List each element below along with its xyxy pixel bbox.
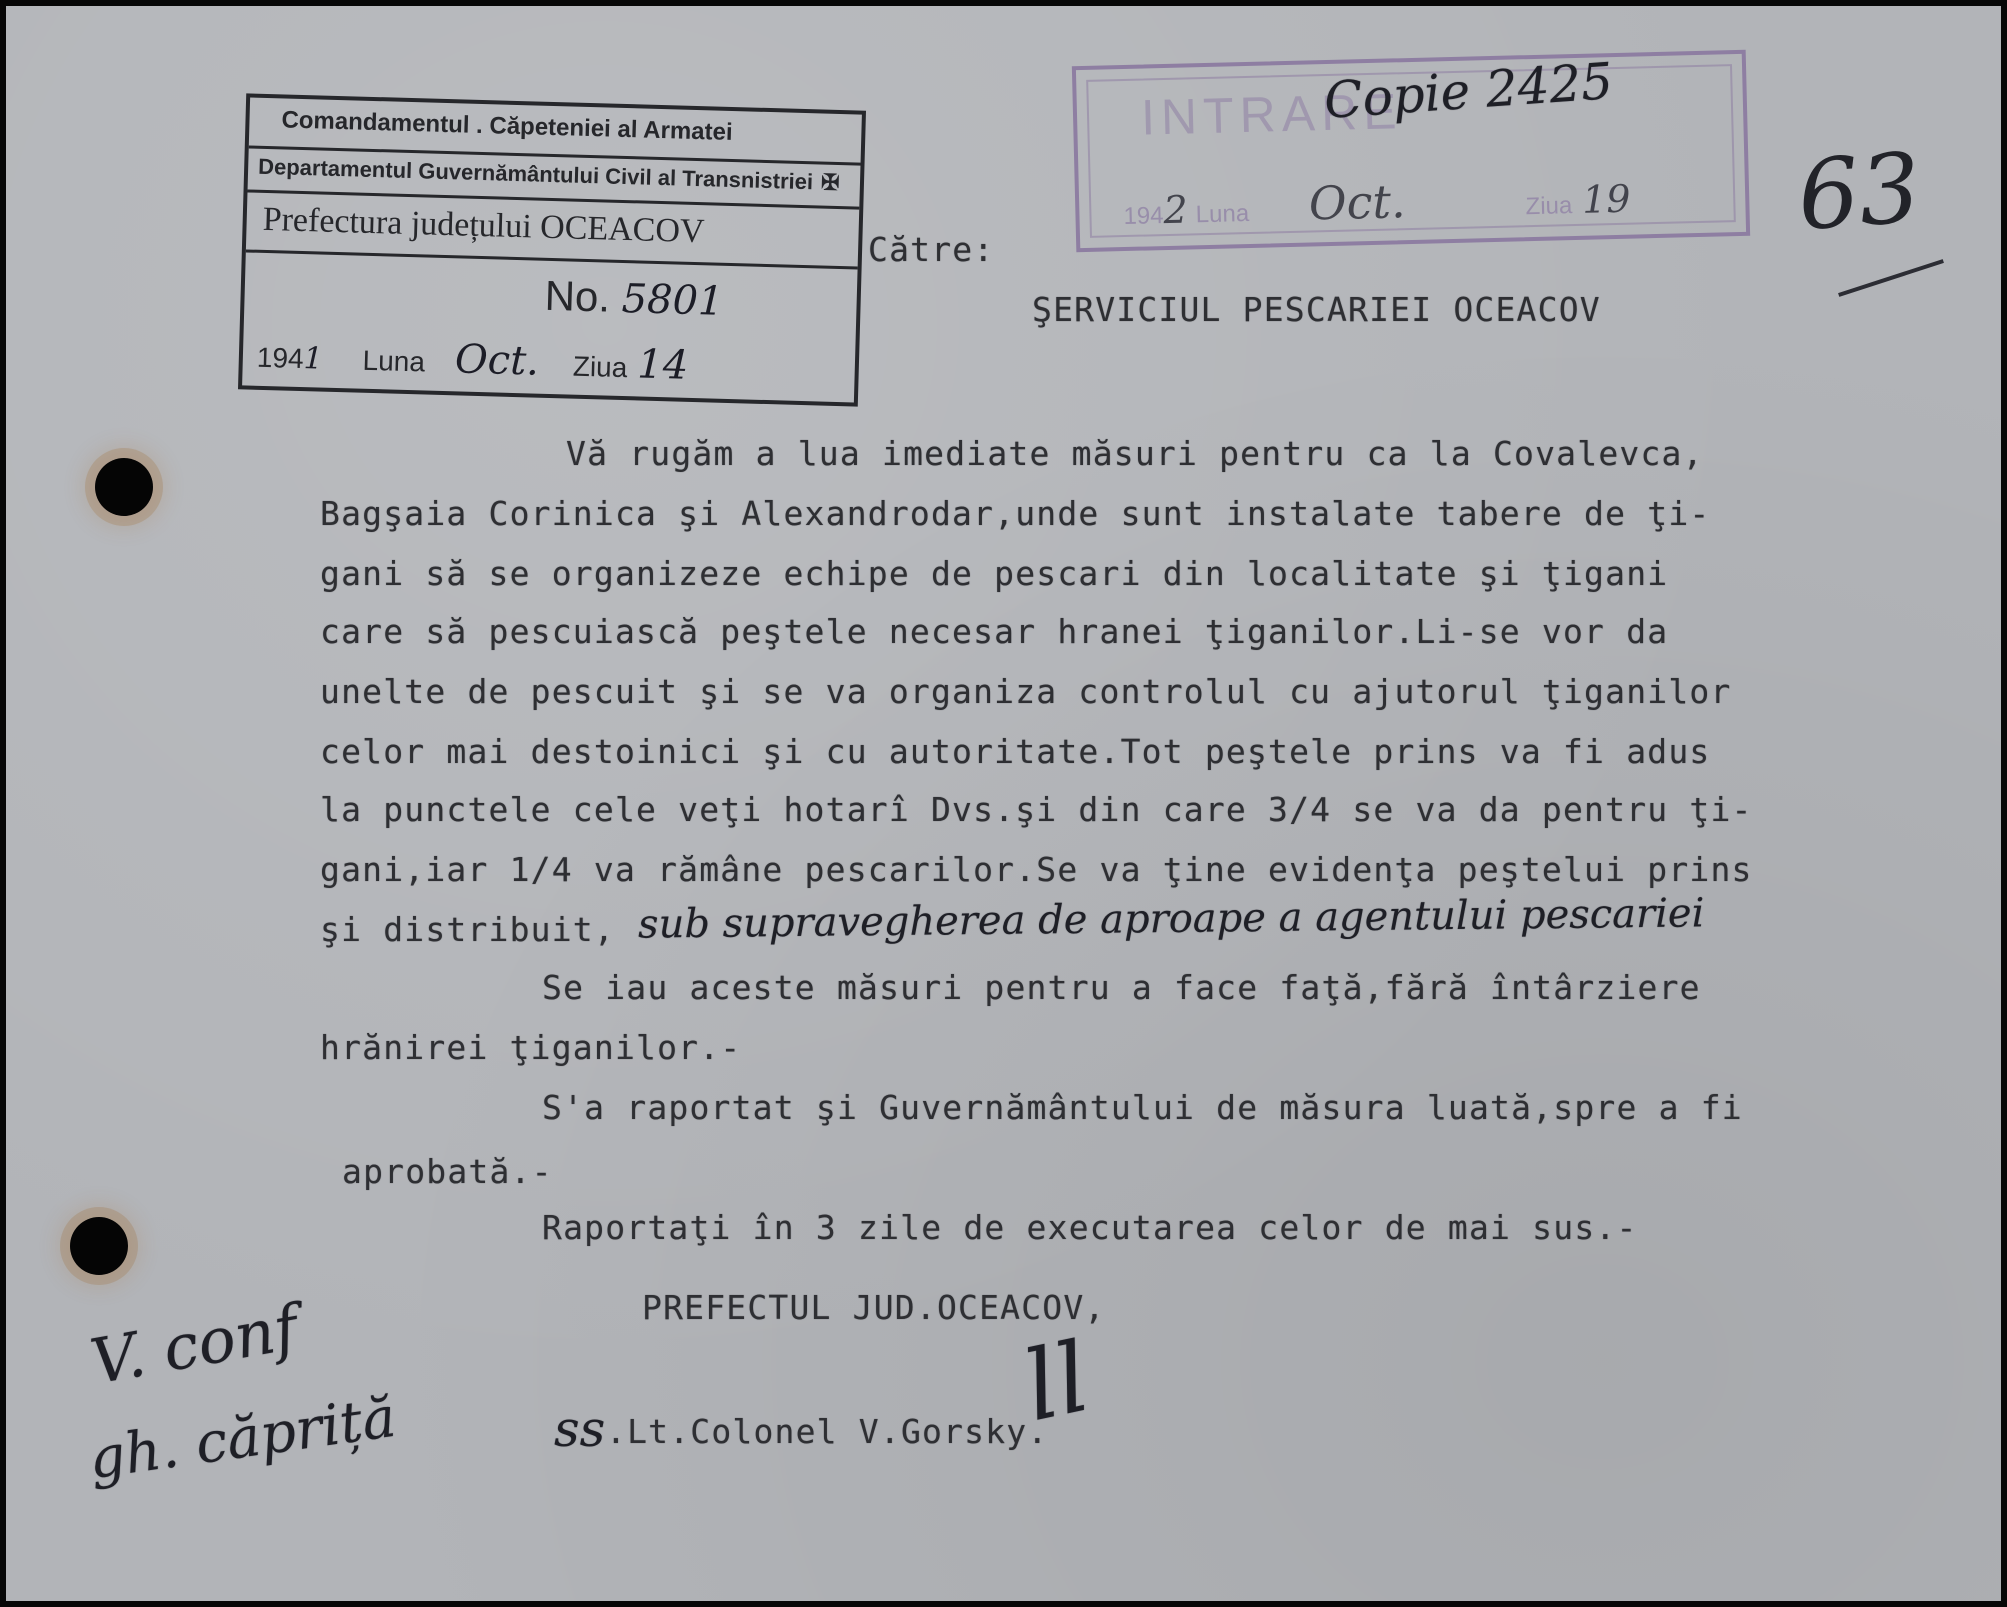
body-line-3: gani să se organizeze echipe de pescari din localitate şi ţigani [320, 554, 1669, 593]
para4: Raportaţi în 3 zile de executarea celor de mai sus.- [542, 1208, 1638, 1247]
registration-stamp-prefectura [238, 93, 866, 406]
signature-ss-mark: ss [554, 1400, 606, 1458]
document-sheet [6, 6, 2001, 1601]
entry-ziua-value: 19 [1581, 176, 1632, 222]
stamp-line-2-text: Departamentul Guvernământului Civil al Transnistriei [257, 153, 814, 195]
crest-icon: ✠ [820, 169, 840, 195]
entry-ziua-label: Ziua [1525, 192, 1573, 221]
punch-hole-bottom [70, 1217, 128, 1275]
entry-year-label: 194 [1123, 202, 1164, 231]
stamp-no-label: No. [544, 271, 611, 321]
handwritten-insert: sub supravegherea de aproape a agentului pescariei [637, 890, 1705, 948]
body-line-2: Bagşaia Corinica şi Alexandrodar,unde sunt instalate tabere de ţi- [320, 494, 1711, 533]
stamp-line-1: Comandamentul . Căpeteniei al Armatei [249, 98, 862, 166]
body-line-8: gani,iar 1/4 va rămâne pescarilor.Se va ţine evidenţa peştelui prins [320, 850, 1753, 889]
para3-line-2: aprobată.- [342, 1152, 553, 1191]
signature-name: .Lt.Colonel V.Gorsky. [606, 1412, 1049, 1451]
entry-year-value: 2 [1162, 187, 1189, 233]
stamp-line-3: Prefectura județului OCEACOV [246, 189, 860, 269]
copie-annotation: Copie 2425 [1322, 51, 1615, 131]
margin-note-line-2: gh. căpriță [84, 1384, 400, 1493]
para2-line-1: Se iau aceste măsuri pentru a face faţă,fără întârziere [542, 968, 1701, 1007]
body-line-5: unelte de pescuit şi se va organiza controlul cu ajutorul ţiganilor [320, 672, 1732, 711]
para3-line-1: S'a raportat şi Guvernământului de măsura luată,spre a fi [542, 1088, 1743, 1127]
folio-underline [1838, 259, 1944, 297]
entry-luna-label: Luna [1195, 199, 1250, 229]
stamp-year-value: 1 [303, 341, 324, 377]
signature-scrawl: ll [1015, 1320, 1099, 1444]
body-line-1: Vă rugăm a lua imediate măsuri pentru ca la Covalevca, [566, 434, 1704, 473]
stamp-ziua-label: Ziua [572, 350, 628, 384]
stamp-year-label: 194 [256, 341, 305, 375]
stamp-luna-label: Luna [362, 344, 426, 378]
entry-luna-value: Oct. [1308, 174, 1407, 231]
stamp-ziua-value: 14 [636, 341, 689, 389]
body-line-6: celor mai destoinici şi cu autoritate.Tot peştele prins va fi adus [320, 732, 1711, 771]
body-line-9: şi distribuit, [320, 910, 615, 949]
stamp-luna-value: Oct. [454, 336, 540, 385]
body-line-4: care să pescuiască peştele necesar hranei ţiganilor.Li-se vor da [320, 612, 1669, 651]
stamp-no-value: 5801 [621, 275, 725, 325]
entry-stamp-title: INTRARE [1140, 83, 1404, 146]
body-line-7: la punctele cele veţi hotarî Dvs.şi din care 3/4 se va da pentru ţi- [320, 790, 1753, 829]
punch-hole-top [95, 458, 153, 516]
para2-line-2: hrănirei ţiganilor.- [320, 1028, 742, 1067]
margin-note-line-1: V. conf [85, 1290, 304, 1399]
folio-number: 63 [1794, 131, 1924, 253]
signature-title: PREFECTUL JUD.OCEACOV, [642, 1288, 1106, 1327]
recipient: ŞERVICIUL PESCARIEI OCEACOV [1032, 290, 1601, 329]
catre-label: Către: [868, 230, 995, 269]
